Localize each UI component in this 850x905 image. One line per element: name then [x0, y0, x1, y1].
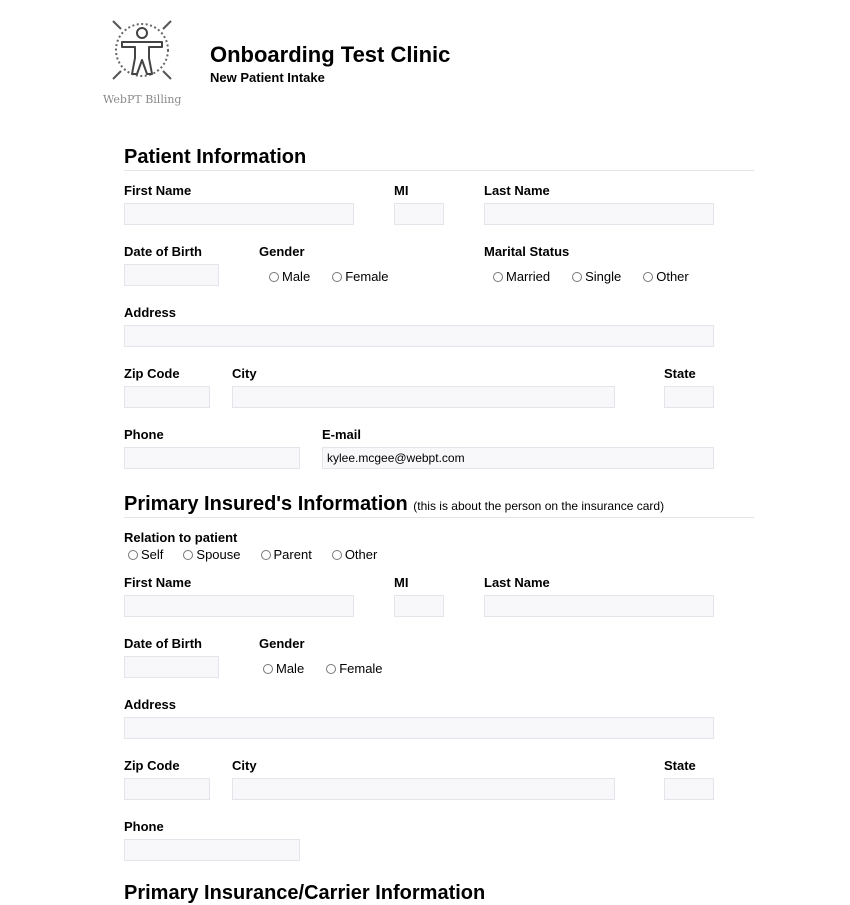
relation-radio-spouse[interactable]: Spouse [183, 547, 240, 562]
insured-last-name-input[interactable] [484, 595, 714, 617]
patient-section-title: Patient Information [124, 146, 307, 168]
relation-radio-group [128, 547, 377, 562]
first-name-input[interactable] [124, 203, 354, 225]
marital-radio-single[interactable]: Single [572, 269, 621, 284]
radio-circle[interactable] [493, 272, 503, 282]
radio-circle[interactable] [572, 272, 582, 282]
insured-state-input[interactable] [664, 778, 714, 800]
clinic-name: Onboarding Test Clinic [210, 42, 451, 67]
dob-input[interactable] [124, 264, 219, 286]
insured-mi-label: MI [394, 575, 409, 590]
insured-address-label: Address [124, 697, 177, 712]
insured-phone-label: Phone [124, 819, 164, 834]
relation-radio-self[interactable]: Self [128, 547, 163, 562]
relation-label: Relation to patient [124, 530, 238, 545]
last-name-label: Last Name [484, 183, 550, 198]
city-input[interactable] [232, 386, 615, 408]
carrier-section-title: Primary Insurance/Carrier Information [124, 882, 486, 904]
section-divider [124, 517, 754, 518]
insured-gender-radio-group [263, 661, 383, 676]
dob-label: Date of Birth [124, 244, 202, 259]
radio-circle[interactable] [326, 664, 336, 674]
mi-input[interactable] [394, 203, 444, 225]
radio-circle[interactable] [269, 272, 279, 282]
insured-gender-radio-male[interactable]: Male [263, 661, 304, 676]
insured-phone-input[interactable] [124, 839, 300, 861]
logo-caption: WebPT Billing [103, 93, 182, 106]
insured-address-input[interactable] [124, 717, 714, 739]
address-label: Address [124, 305, 177, 320]
section-divider [124, 170, 754, 171]
gender-radio-male[interactable]: Male [269, 269, 310, 284]
state-input[interactable] [664, 386, 714, 408]
marital-radio-group [493, 269, 689, 284]
insured-zip-label: Zip Code [124, 758, 180, 773]
mi-label: MI [394, 183, 409, 198]
insured-dob-input[interactable] [124, 656, 219, 678]
zip-input[interactable] [124, 386, 210, 408]
email-input[interactable] [322, 447, 714, 469]
insured-first-name-input[interactable] [124, 595, 354, 617]
insured-first-name-label: First Name [124, 575, 192, 590]
zip-label: Zip Code [124, 366, 180, 381]
insured-section-heading: Primary Insured's Information [124, 493, 408, 515]
address-input[interactable] [124, 325, 714, 347]
insured-section-note: (this is about the person on the insurance card) [413, 499, 665, 513]
insured-last-name-label: Last Name [484, 575, 550, 590]
radio-circle[interactable] [128, 550, 138, 560]
insured-mi-input[interactable] [394, 595, 444, 617]
marital-radio-other[interactable]: Other [643, 269, 689, 284]
insured-gender-label: Gender [259, 636, 305, 651]
last-name-input[interactable] [484, 203, 714, 225]
relation-radio-parent[interactable]: Parent [261, 547, 312, 562]
gender-label: Gender [259, 244, 305, 259]
state-label: State [664, 366, 696, 381]
insured-state-label: State [664, 758, 696, 773]
form-title: New Patient Intake [210, 70, 325, 85]
first-name-label: First Name [124, 183, 192, 198]
marital-status-label: Marital Status [484, 244, 570, 259]
radio-circle[interactable] [261, 550, 271, 560]
radio-circle[interactable] [183, 550, 193, 560]
radio-circle[interactable] [332, 272, 342, 282]
gender-radio-group [269, 269, 389, 284]
relation-radio-other[interactable]: Other [332, 547, 378, 562]
insured-dob-label: Date of Birth [124, 636, 202, 651]
gender-radio-female[interactable]: Female [332, 269, 388, 284]
insured-city-input[interactable] [232, 778, 615, 800]
insured-gender-radio-female[interactable]: Female [326, 661, 382, 676]
radio-circle[interactable] [643, 272, 653, 282]
radio-circle[interactable] [263, 664, 273, 674]
insured-city-label: City [232, 758, 257, 773]
phone-label: Phone [124, 427, 164, 442]
marital-radio-married[interactable]: Married [493, 269, 550, 284]
radio-circle[interactable] [332, 550, 342, 560]
vitruvian-figure-icon [103, 18, 187, 98]
phone-input[interactable] [124, 447, 300, 469]
email-label: E-mail [322, 427, 362, 442]
insured-zip-input[interactable] [124, 778, 210, 800]
city-label: City [232, 366, 257, 381]
insured-section-title [124, 493, 664, 516]
